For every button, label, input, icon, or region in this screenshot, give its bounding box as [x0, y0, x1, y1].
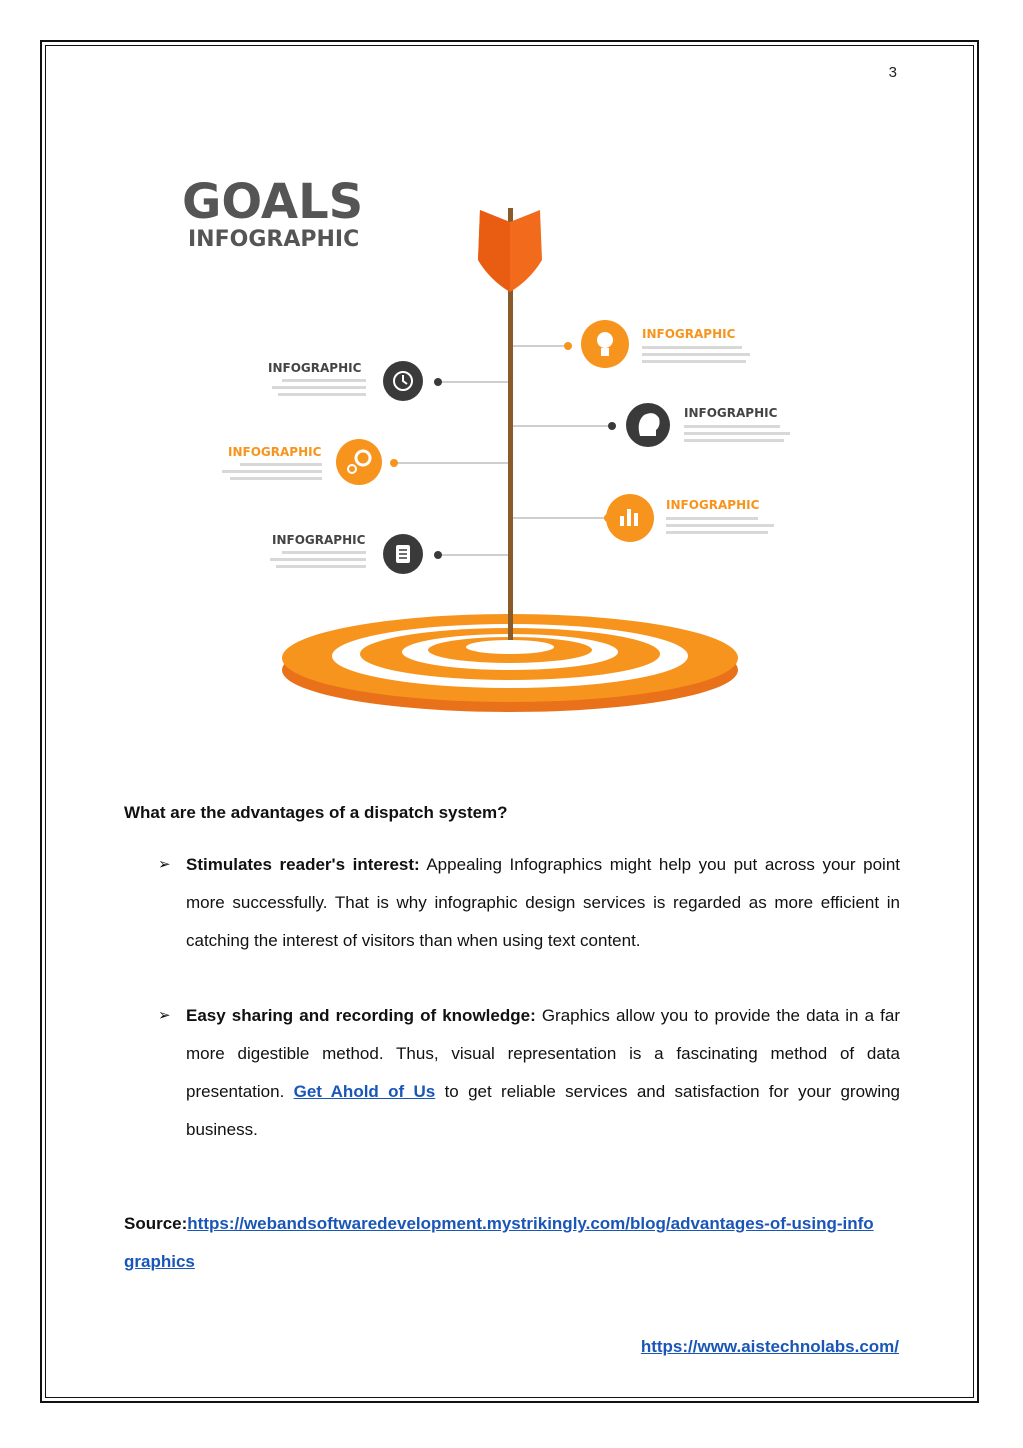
bar-chart-icon [604, 494, 654, 542]
document-icon [383, 534, 442, 574]
footer-website [641, 1337, 899, 1357]
bullet-text-2 [186, 997, 900, 1149]
section-heading: What are the advantages of a dispatch system? [124, 803, 508, 822]
bullet-title-2: Easy sharing and recording of knowledge: [186, 1006, 536, 1025]
source-line [124, 1205, 884, 1281]
clock-icon [383, 361, 442, 401]
bullet-title-1: Stimulates reader's interest: [186, 855, 420, 874]
item-label-4: INFOGRAPHIC [228, 445, 322, 459]
bullet-body-2b: to get reliable services and satisfaction for your growing business. [186, 1082, 901, 1139]
goals-infographic-image [170, 160, 810, 740]
arrow-bullet-icon: ➢ [158, 856, 171, 873]
source-label: Source: [124, 1214, 188, 1233]
gears-icon [336, 439, 398, 485]
item-label-2: INFOGRAPHIC [268, 361, 362, 375]
footer-link[interactable]: https://www.aistechnolabs.com/ [640, 1337, 899, 1356]
bullet-body-1: Appealing Infographics might help you put across your point more successfully. That is why infographic design services is regarded as more efficient in catching the interest of visitors than when using text content. [186, 855, 900, 950]
item-label-6: INFOGRAPHIC [272, 533, 366, 547]
arrow-icon [478, 208, 542, 640]
bullet-item-1 [158, 846, 900, 960]
item-label-3: INFOGRAPHIC [684, 406, 778, 420]
get-ahold-link[interactable]: Get Ahold of Us [293, 1082, 436, 1101]
bullet-item-2 [158, 997, 900, 1149]
item-label-5: INFOGRAPHIC [666, 498, 760, 512]
bullet-body-2a: Graphics allow you to provide the data in a far more digestible method. Thus, visual representation is a fascinating method of data presentation. [186, 1006, 900, 1101]
bullet-text-1 [186, 846, 900, 960]
infographic-title: GOALS [182, 174, 364, 230]
head-icon [608, 403, 670, 447]
source-link[interactable]: https://webandsoftwaredevelopment.mystrikingly.com/blog/advantages-of-using-infographics [124, 1214, 874, 1271]
item-label-1: INFOGRAPHIC [642, 327, 736, 341]
arrow-bullet-icon: ➢ [158, 1007, 171, 1024]
lightbulb-icon [564, 320, 629, 368]
page-number: 3 [888, 64, 897, 81]
infographic-subtitle: INFOGRAPHIC [188, 227, 360, 252]
